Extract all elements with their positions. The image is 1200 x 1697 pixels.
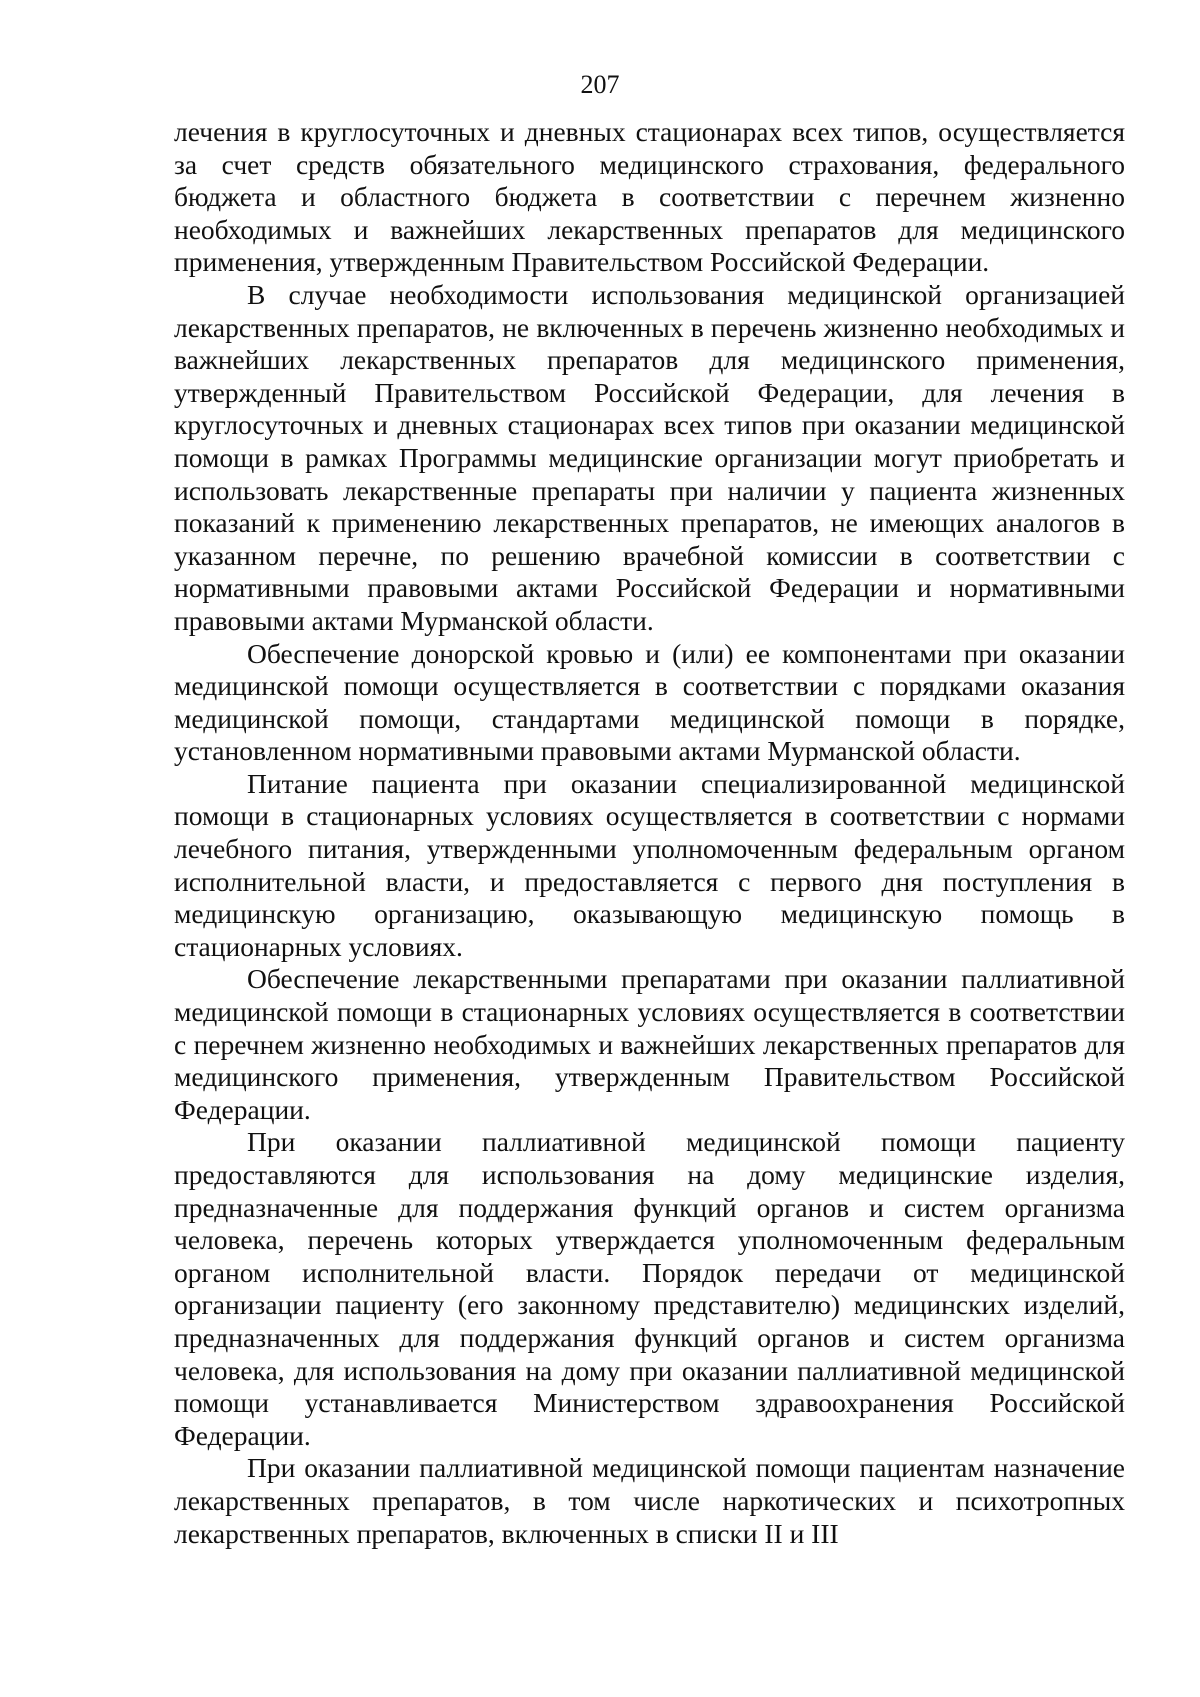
paragraph-palliative-prescriptions: При оказании паллиативной медицинской помощи пациентам назначение лекарственных препаратов, в том числе наркотических и психотропных лекарственных препаратов, включенных в списки II и III (174, 1452, 1125, 1549)
page-number: 207 (580, 70, 620, 99)
paragraph-donor-blood: Обеспечение донорской кровью и (или) ее компонентами при оказании медицинской помощи осуществляется в соответствии с порядками оказания медицинской помощи, стандартами медицинской помощи в порядке, установленном нормативными правовыми актами Мурманской области. (174, 637, 1125, 767)
paragraph-palliative-devices: При оказании паллиативной медицинской помощи пациенту предоставляются для использования на дому медицинские изделия, предназначенные для поддержания функций органов и систем организма человека, перечень которых утверждается уполномоченным федеральным органом исполнительной власти. Порядок передачи от медицинской организации пациенту (его законному представителю) медицинских изделий, предназначенных для поддержания функций органов и систем организма человека, для использования на дому при оказании паллиативной медицинской помощи устанавливается Министерством здравоохранения Российской Федерации. (174, 1126, 1125, 1451)
paragraph-medicines-outside-list: В случае необходимости использования медицинской организацией лекарственных препаратов, не включенных в перечень жизненно необходимых и важнейших лекарственных препаратов для медицинского применения, утвержденный Правительством Российской Федерации, для лечения в круглосуточных и дневных стационарах всех типов при оказании медицинской помощи в рамках Программы медицинские организации могут приобретать и использовать лекарственные препараты при наличии у пациента жизненных показаний к применению лекарственных препаратов, не имеющих аналогов в указанном перечне, по решению врачебной комиссии в соответствии с нормативными правовыми актами Российской Федерации и нормативными правовыми актами Мурманской области. (174, 278, 1125, 636)
document-body (174, 116, 1125, 1550)
paragraph-palliative-medicines: Обеспечение лекарственными препаратами при оказании паллиативной медицинской помощи в стационарных условиях осуществляется в соответствии с перечнем жизненно необходимых и важнейших лекарственных препаратов для медицинского применения, утвержденным Правительством Российской Федерации. (174, 963, 1125, 1125)
paragraph-continuation: лечения в круглосуточных и дневных стационарах всех типов, осуществляется за счет средств обязательного медицинского страхования, федерального бюджета и областного бюджета в соответствии с перечнем жизненно необходимых и важнейших лекарственных препаратов для медицинского применения, утвержденным Правительством Российской Федерации. (174, 116, 1125, 278)
paragraph-patient-nutrition: Питание пациента при оказании специализированной медицинской помощи в стационарных условиях осуществляется в соответствии с нормами лечебного питания, утвержденными уполномоченным федеральным органом исполнительной власти, и предоставляется с первого дня поступления в медицинскую организацию, оказывающую медицинскую помощь в стационарных условиях. (174, 767, 1125, 962)
